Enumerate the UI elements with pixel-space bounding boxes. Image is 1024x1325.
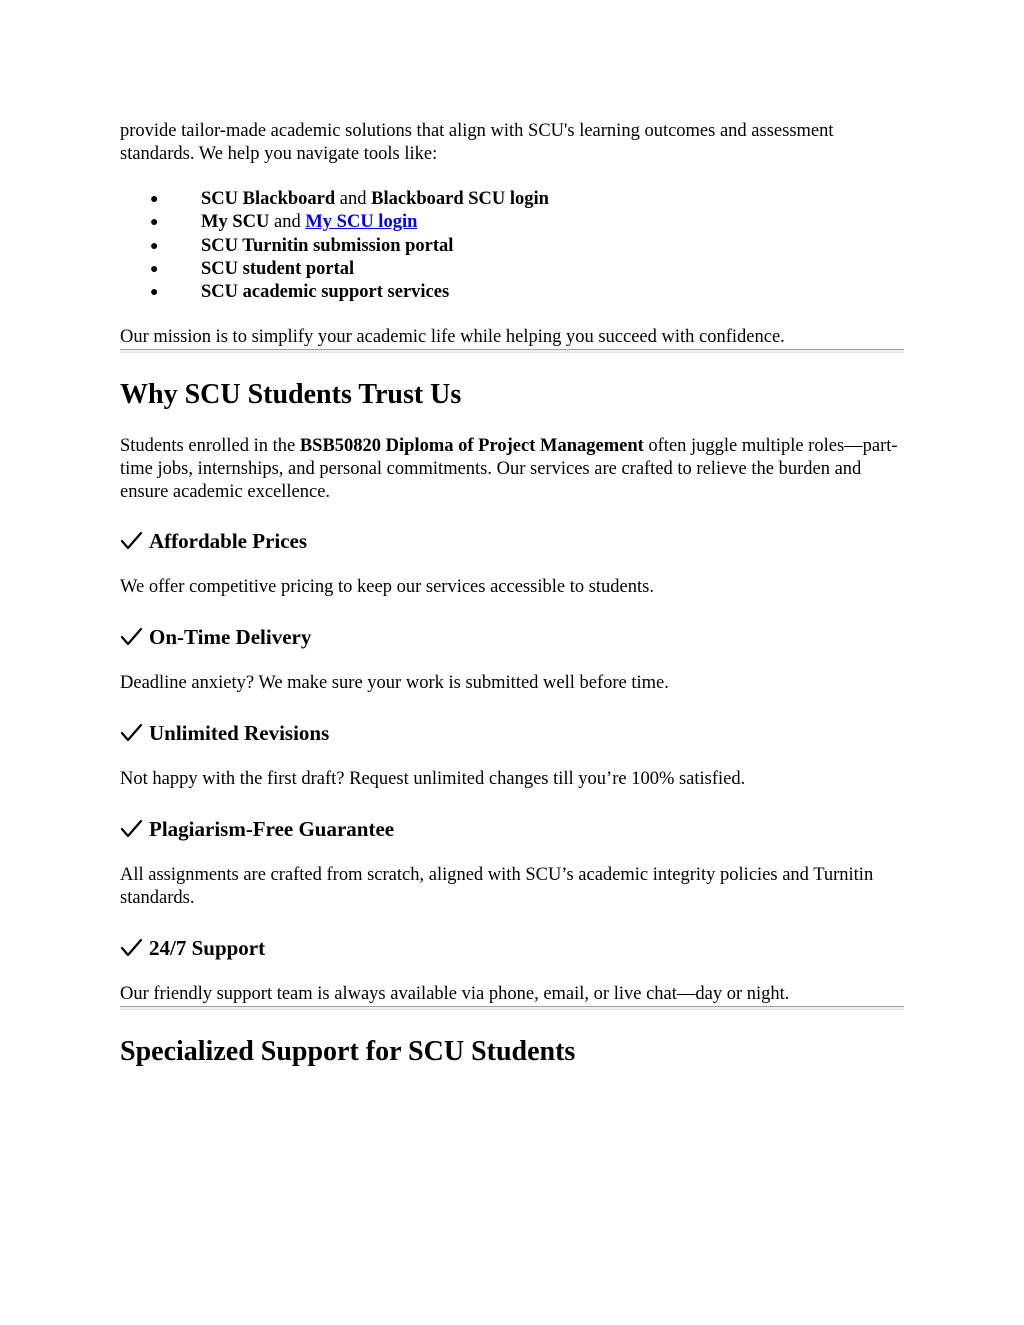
- feature-title: [120, 720, 904, 746]
- specialized-heading: Specialized Support for SCU Students: [120, 1036, 576, 1068]
- intro-text: often juggle multiple roles—part-time jobs, internships, and personal commitments. Our services are crafted to relieve the burden and ensure academic excellence.: [120, 436, 898, 503]
- program-name: BSB50820 Diploma of Project Management: [299, 436, 644, 457]
- intro-text: Students enrolled in the: [120, 436, 300, 457]
- bullet-icon: ●: [150, 192, 159, 207]
- check-mark-icon: [120, 530, 144, 552]
- section-divider: [120, 1006, 904, 1010]
- connector-text: and: [269, 212, 306, 233]
- feature-text: Our friendly support team is always available via phone, email, or live chat—day or night.: [120, 984, 790, 1005]
- feature-title-text: 24/7 Support: [149, 936, 266, 961]
- list-item: [150, 258, 904, 281]
- feature-text: We offer competitive pricing to keep our services accessible to students.: [120, 577, 654, 598]
- feature-title-text: Unlimited Revisions: [149, 721, 330, 746]
- list-item: [150, 211, 904, 234]
- feature-title-text: Affordable Prices: [149, 529, 308, 554]
- document-page: [120, 120, 904, 1069]
- feature-title-text: On-Time Delivery: [149, 625, 312, 650]
- my-scu-login-link[interactable]: [305, 212, 417, 232]
- tools-list: [120, 188, 904, 304]
- feature-title: [120, 816, 904, 842]
- feature-text: Not happy with the first draft? Request unlimited changes till you’re 100% satisfied.: [120, 769, 746, 790]
- trust-heading: Why SCU Students Trust Us: [120, 379, 462, 411]
- link-label[interactable]: My SCU login: [305, 212, 418, 233]
- feature-affordable-prices: [120, 528, 904, 599]
- trust-intro-paragraph: [120, 435, 904, 504]
- tool-name: Blackboard SCU login: [371, 189, 549, 209]
- intro-paragraph: provide tailor-made academic solutions that align with SCU's learning outcomes and assessment standards. We help you navigate tools like:: [120, 121, 834, 164]
- mission-paragraph: Our mission is to simplify your academic life while helping you succeed with confidence.: [120, 327, 785, 348]
- list-item: [150, 188, 904, 211]
- feature-title-text: Plagiarism-Free Guarantee: [149, 817, 395, 842]
- feature-title: [120, 528, 904, 554]
- list-item: [150, 235, 904, 258]
- check-mark-icon: [120, 722, 144, 744]
- feature-text: Deadline anxiety? We make sure your work is submitted well before time.: [120, 673, 669, 694]
- feature-support: [120, 935, 904, 1006]
- tool-name: SCU Turnitin submission portal: [201, 235, 454, 256]
- check-mark-icon: [120, 937, 144, 959]
- feature-text: All assignments are crafted from scratch, aligned with SCU’s academic integrity policies and Turnitin standards.: [120, 865, 874, 909]
- bullet-icon: ●: [150, 285, 159, 301]
- check-mark-icon: [120, 626, 144, 648]
- section-divider: [120, 349, 904, 353]
- bullet-icon: ●: [150, 261, 159, 277]
- bullet-icon: ●: [150, 238, 159, 254]
- tool-name: SCU student portal: [201, 258, 355, 279]
- feature-unlimited-revisions: [120, 720, 904, 791]
- tool-name: SCU academic support services: [201, 282, 450, 303]
- bullet-icon: ●: [150, 215, 159, 231]
- tool-name: My SCU: [201, 212, 270, 233]
- feature-on-time-delivery: [120, 624, 904, 695]
- tool-name: SCU Blackboard: [201, 189, 336, 209]
- check-mark-icon: [120, 818, 144, 840]
- feature-title: [120, 624, 904, 650]
- feature-plagiarism-free: [120, 816, 904, 910]
- connector-text: and: [335, 189, 372, 209]
- list-item: [150, 281, 904, 304]
- feature-title: [120, 935, 904, 961]
